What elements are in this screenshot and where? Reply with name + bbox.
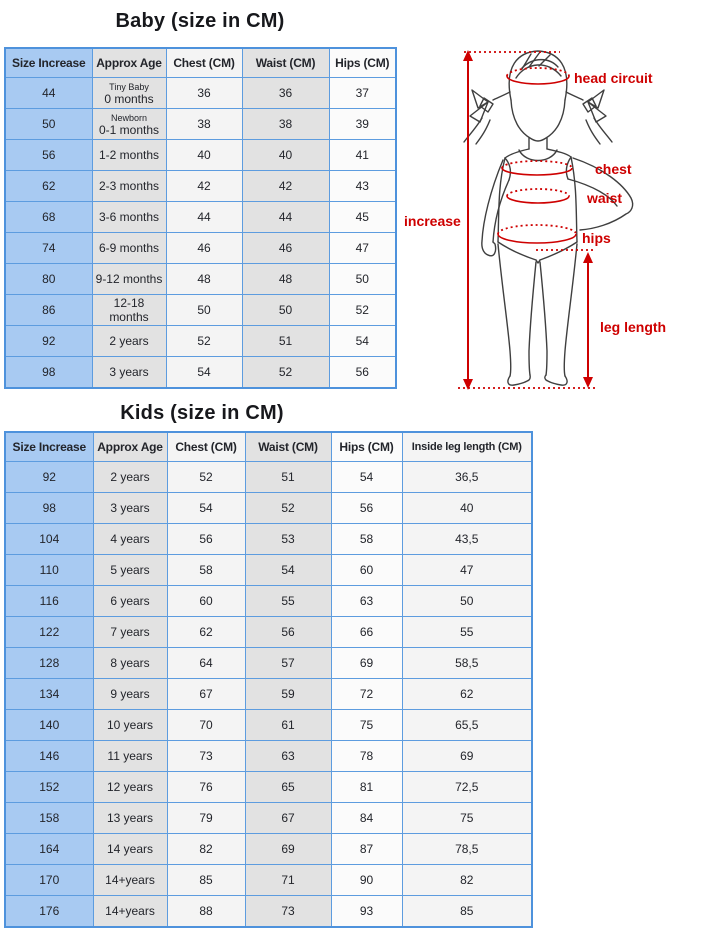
table-row — [5, 834, 532, 865]
baby-section-title: Baby (size in CM) — [115, 10, 285, 32]
table-cell-waist: 54 — [245, 555, 331, 586]
baby-table-header — [5, 48, 396, 78]
table-cell-waist: 46 — [242, 233, 329, 264]
chest-label: chest — [595, 161, 632, 177]
table-cell-chest: 64 — [167, 648, 245, 679]
table-cell-inside_leg: 50 — [402, 586, 532, 617]
table-cell-age: 14+years — [93, 865, 167, 896]
table-cell-chest: 88 — [167, 896, 245, 928]
column-header: Approx Age — [92, 48, 166, 78]
table-cell-age: 12 years — [93, 772, 167, 803]
table-cell-age: 8 years — [93, 648, 167, 679]
table-row — [5, 78, 396, 109]
table-cell-waist: 51 — [245, 462, 331, 493]
table-cell-hips: 45 — [329, 202, 396, 233]
table-cell-chest: 60 — [167, 586, 245, 617]
table-cell-size: 152 — [5, 772, 93, 803]
table-cell-size: 50 — [5, 109, 92, 140]
table-cell-size: 164 — [5, 834, 93, 865]
measurement-diagram — [398, 36, 720, 396]
table-cell-chest: 46 — [166, 233, 242, 264]
table-row — [5, 741, 532, 772]
table-row — [5, 140, 396, 171]
table-cell-inside_leg: 47 — [402, 555, 532, 586]
increase-label: increase — [404, 213, 461, 229]
table-cell-size: 104 — [5, 524, 93, 555]
table-cell-waist: 63 — [245, 741, 331, 772]
column-header: Waist (CM) — [242, 48, 329, 78]
table-cell-inside_leg: 40 — [402, 493, 532, 524]
table-cell-waist: 42 — [242, 171, 329, 202]
header-row — [5, 432, 532, 462]
table-cell-chest: 70 — [167, 710, 245, 741]
table-cell-chest: 48 — [166, 264, 242, 295]
table-cell-age: 11 years — [93, 741, 167, 772]
hips-label: hips — [582, 230, 611, 246]
table-cell-hips: 93 — [331, 896, 402, 928]
table-cell-hips: 66 — [331, 617, 402, 648]
table-cell-age: 1-2 months — [92, 140, 166, 171]
table-row — [5, 171, 396, 202]
measurement-annotations — [404, 50, 666, 390]
table-cell-inside_leg: 78,5 — [402, 834, 532, 865]
leg-length-label: leg length — [600, 319, 667, 335]
table-cell-hips: 84 — [331, 803, 402, 834]
table-cell-waist: 51 — [242, 326, 329, 357]
table-row — [5, 648, 532, 679]
waist-ellipse — [507, 189, 569, 203]
table-cell-hips: 54 — [331, 462, 402, 493]
table-cell-hips: 69 — [331, 648, 402, 679]
table-cell-chest: 42 — [166, 171, 242, 202]
table-cell-hips: 81 — [331, 772, 402, 803]
table-cell-inside_leg: 65,5 — [402, 710, 532, 741]
table-cell-chest: 73 — [167, 741, 245, 772]
column-header: Inside leg length (CM) — [402, 432, 532, 462]
table-cell-age: 13 years — [93, 803, 167, 834]
table-cell-waist: 59 — [245, 679, 331, 710]
table-cell-chest: 50 — [166, 295, 242, 326]
table-cell-waist: 38 — [242, 109, 329, 140]
table-cell-size: 158 — [5, 803, 93, 834]
table-cell-inside_leg: 62 — [402, 679, 532, 710]
table-cell-age: 7 years — [93, 617, 167, 648]
table-row — [5, 264, 396, 295]
table-cell-age: 14 years — [93, 834, 167, 865]
table-cell-size: 98 — [5, 493, 93, 524]
table-cell-hips: 39 — [329, 109, 396, 140]
table-cell-size: 68 — [5, 202, 92, 233]
table-cell-age: 3-6 months — [92, 202, 166, 233]
table-cell-age: 4 years — [93, 524, 167, 555]
table-cell-chest: 62 — [167, 617, 245, 648]
table-cell-hips: 43 — [329, 171, 396, 202]
column-header: Hips (CM) — [331, 432, 402, 462]
column-header: Size Increase — [5, 48, 92, 78]
table-cell-age: 9-12 months — [92, 264, 166, 295]
table-cell-size: 92 — [5, 462, 93, 493]
table-cell-hips: 87 — [331, 834, 402, 865]
table-row — [5, 617, 532, 648]
baby-table-body — [5, 78, 396, 389]
table-row — [5, 679, 532, 710]
table-row — [5, 326, 396, 357]
table-cell-size: 170 — [5, 865, 93, 896]
table-cell-size: 74 — [5, 233, 92, 264]
header-row — [5, 48, 396, 78]
table-cell-hips: 60 — [331, 555, 402, 586]
table-row — [5, 524, 532, 555]
table-cell-size: 44 — [5, 78, 92, 109]
table-cell-size: 86 — [5, 295, 92, 326]
table-cell-inside_leg: 58,5 — [402, 648, 532, 679]
table-row — [5, 803, 532, 834]
table-row — [5, 233, 396, 264]
column-header: Size Increase — [5, 432, 93, 462]
child-figure-illustration — [464, 51, 633, 385]
table-cell-size: 56 — [5, 140, 92, 171]
table-cell-inside_leg: 85 — [402, 896, 532, 928]
table-cell-chest: 79 — [167, 803, 245, 834]
table-cell-inside_leg: 82 — [402, 865, 532, 896]
baby-size-table — [4, 47, 397, 389]
table-cell-chest: 58 — [167, 555, 245, 586]
table-cell-inside_leg: 36,5 — [402, 462, 532, 493]
kids-size-table — [4, 431, 533, 928]
chest-ellipse — [502, 161, 572, 175]
table-cell-waist: 73 — [245, 896, 331, 928]
table-cell-inside_leg: 43,5 — [402, 524, 532, 555]
table-cell-chest: 52 — [167, 462, 245, 493]
table-cell-size: 98 — [5, 357, 92, 389]
table-cell-chest: 67 — [167, 679, 245, 710]
column-header: Hips (CM) — [329, 48, 396, 78]
table-cell-chest: 76 — [167, 772, 245, 803]
table-cell-chest: 40 — [166, 140, 242, 171]
table-row — [5, 710, 532, 741]
table-cell-age: 3 years — [93, 493, 167, 524]
table-cell-age: 10 years — [93, 710, 167, 741]
table-row — [5, 202, 396, 233]
table-cell-chest: 44 — [166, 202, 242, 233]
column-header: Chest (CM) — [167, 432, 245, 462]
column-header: Chest (CM) — [166, 48, 242, 78]
table-cell-hips: 75 — [331, 710, 402, 741]
table-cell-size: 92 — [5, 326, 92, 357]
table-cell-size: 146 — [5, 741, 93, 772]
table-cell-hips: 52 — [329, 295, 396, 326]
table-row — [5, 462, 532, 493]
table-cell-size: 116 — [5, 586, 93, 617]
table-cell-size: 128 — [5, 648, 93, 679]
table-cell-hips: 72 — [331, 679, 402, 710]
table-cell-hips: 90 — [331, 865, 402, 896]
table-cell-size: 176 — [5, 896, 93, 928]
table-row — [5, 896, 532, 928]
table-cell-chest: 38 — [166, 109, 242, 140]
table-cell-inside_leg: 69 — [402, 741, 532, 772]
table-cell-hips: 47 — [329, 233, 396, 264]
table-cell-waist: 57 — [245, 648, 331, 679]
table-cell-age: 9 years — [93, 679, 167, 710]
table-row — [5, 295, 396, 326]
table-cell-size: 140 — [5, 710, 93, 741]
table-row — [5, 555, 532, 586]
table-cell-waist: 50 — [242, 295, 329, 326]
table-cell-waist: 56 — [245, 617, 331, 648]
table-cell-chest: 52 — [166, 326, 242, 357]
waist-label: waist — [587, 190, 623, 206]
table-cell-waist: 53 — [245, 524, 331, 555]
table-cell-age: 6 years — [93, 586, 167, 617]
head-circumference-ellipse — [507, 68, 569, 84]
table-cell-hips: 56 — [329, 357, 396, 389]
table-cell-hips: 41 — [329, 140, 396, 171]
table-cell-size: 122 — [5, 617, 93, 648]
table-row — [5, 586, 532, 617]
table-cell-age: 2 years — [93, 462, 167, 493]
table-cell-hips: 37 — [329, 78, 396, 109]
table-cell-hips: 56 — [331, 493, 402, 524]
table-cell-waist: 71 — [245, 865, 331, 896]
kids-table-body — [5, 462, 532, 928]
table-cell-waist: 44 — [242, 202, 329, 233]
table-cell-waist: 36 — [242, 78, 329, 109]
table-row — [5, 109, 396, 140]
table-cell-hips: 58 — [331, 524, 402, 555]
table-cell-waist: 40 — [242, 140, 329, 171]
table-cell-age: 14+years — [93, 896, 167, 928]
table-cell-waist: 61 — [245, 710, 331, 741]
table-cell-age: Newborn 0-1 months — [92, 109, 166, 140]
table-cell-waist: 65 — [245, 772, 331, 803]
table-cell-waist: 52 — [245, 493, 331, 524]
table-cell-chest: 54 — [166, 357, 242, 389]
table-cell-size: 134 — [5, 679, 93, 710]
table-cell-hips: 63 — [331, 586, 402, 617]
table-cell-age: 6-9 months — [92, 233, 166, 264]
table-cell-waist: 55 — [245, 586, 331, 617]
table-cell-inside_leg: 55 — [402, 617, 532, 648]
table-cell-size: 80 — [5, 264, 92, 295]
table-cell-hips: 78 — [331, 741, 402, 772]
column-header: Approx Age — [93, 432, 167, 462]
table-cell-hips: 50 — [329, 264, 396, 295]
kids-table-header — [5, 432, 532, 462]
table-cell-age: 12-18 months — [92, 295, 166, 326]
table-cell-age: 3 years — [92, 357, 166, 389]
table-cell-inside_leg: 72,5 — [402, 772, 532, 803]
table-cell-age: 2-3 months — [92, 171, 166, 202]
table-cell-waist: 48 — [242, 264, 329, 295]
column-header: Waist (CM) — [245, 432, 331, 462]
table-cell-waist: 69 — [245, 834, 331, 865]
head-circuit-label: head circuit — [574, 70, 653, 86]
table-row — [5, 357, 396, 389]
table-cell-chest: 54 — [167, 493, 245, 524]
kids-section-title: Kids (size in CM) — [120, 402, 284, 424]
table-cell-waist: 52 — [242, 357, 329, 389]
table-cell-inside_leg: 75 — [402, 803, 532, 834]
table-cell-age: 5 years — [93, 555, 167, 586]
table-cell-chest: 82 — [167, 834, 245, 865]
table-cell-chest: 85 — [167, 865, 245, 896]
table-cell-size: 62 — [5, 171, 92, 202]
table-row — [5, 865, 532, 896]
table-cell-age: 2 years — [92, 326, 166, 357]
table-cell-chest: 36 — [166, 78, 242, 109]
table-cell-chest: 56 — [167, 524, 245, 555]
table-cell-size: 110 — [5, 555, 93, 586]
hips-ellipse — [498, 225, 576, 243]
table-cell-hips: 54 — [329, 326, 396, 357]
table-cell-waist: 67 — [245, 803, 331, 834]
table-row — [5, 772, 532, 803]
table-cell-age: Tiny Baby 0 months — [92, 78, 166, 109]
table-row — [5, 493, 532, 524]
